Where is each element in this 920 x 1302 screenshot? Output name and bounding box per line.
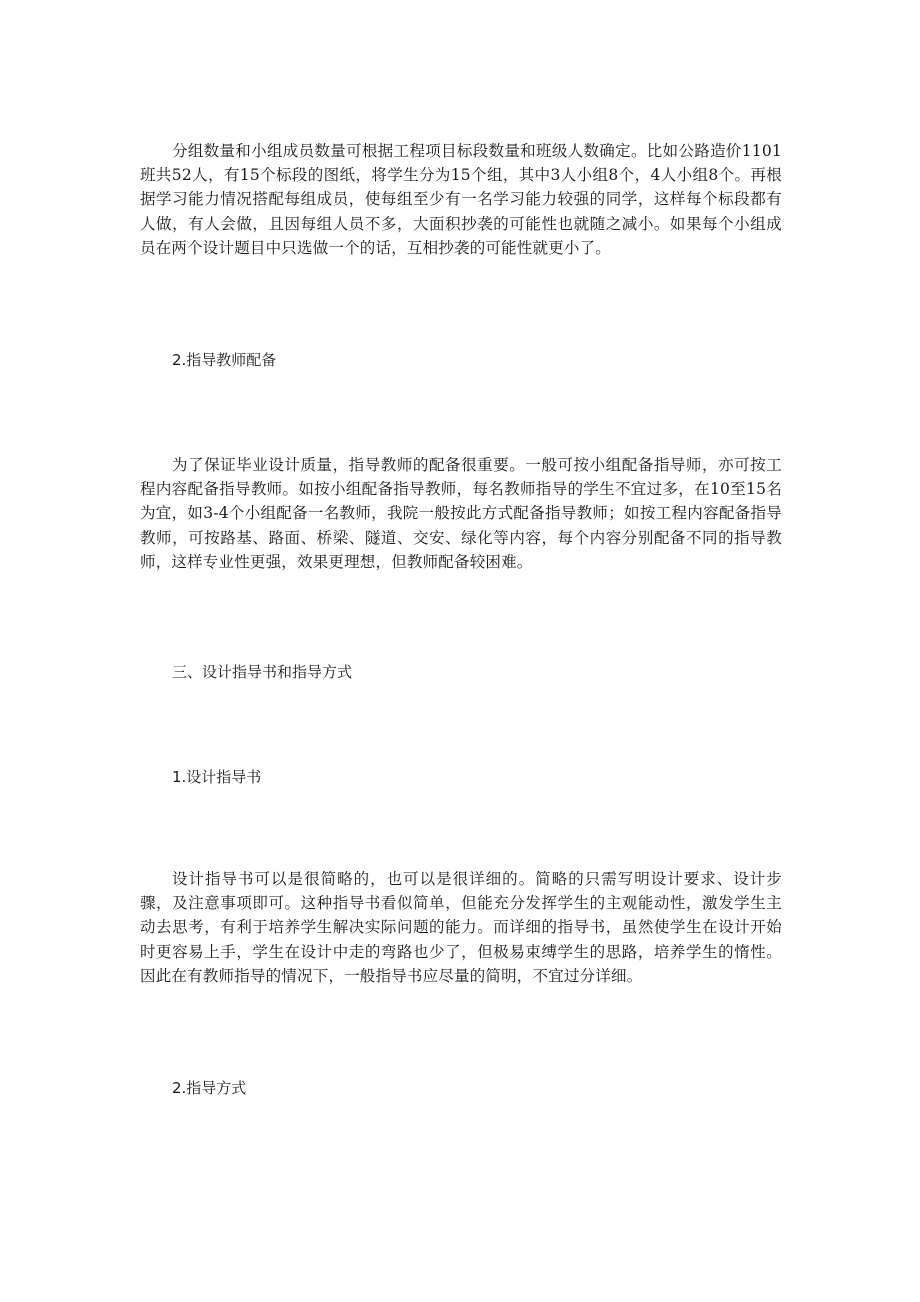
- document-page: [140, 0, 782, 1302]
- body-paragraph-design-guide: 设计指导书可以是很简略的，也可以是很详细的。简略的只需写明设计要求、设计步骤，及注意事项即可。这种指导书看似简单，但能充分发挥学生的主观能动性，激发学生主动去思考，有利于培养学生解决实际问题的能力。而详细的指导书，虽然使学生在设计开始时更容易上手，学生在设计中走的弯路也少了，但极易束缚学生的思路，培养学生的惰性。因此在有教师指导的情况下，一般指导书应尽量的简明，不宜过分详细。: [140, 870, 782, 985]
- body-paragraph-grouping: 分组数量和小组成员数量可根据工程项目标段数量和班级人数确定。比如公路造价1101班共52人，有15个标段的图纸，将学生分为15个组，其中3人小组8个，4人小组8个。再根据学习能力情况搭配每组成员，使每组至少有一名学习能力较强的同学，这样每个标段都有人做，有人会做，且因每组人员不多，大面积抄袭的可能性也就随之减小。如果每个小组成员在两个设计题目中只选做一个的话，互相抄袭的可能性就更小了。: [140, 142, 782, 257]
- section-heading-guidance-method: 2.指导方式: [172, 1079, 247, 1097]
- body-paragraph-teacher-assignment: 为了保证毕业设计质量，指导教师的配备很重要。一般可按小组配备指导师，亦可按工程内容配备指导教师。如按小组配备指导教师，每名教师指导的学生不宜过多，在10至15名为宜，如3-4个小组配备一名教师，我院一般按此方式配备指导教师；如按工程内容配备指导教师，可按路基、路面、桥梁、隧道、交安、绿化等内容，每个内容分别配备不同的指导教师，这样专业性更强，效果更理想，但教师配备较困难。: [140, 456, 782, 571]
- section-heading-design-guide: 1.设计指导书: [172, 768, 262, 786]
- section-heading-guidance: 三、设计指导书和指导方式: [172, 663, 353, 681]
- section-heading-teacher-assignment: 2.指导教师配备: [172, 351, 277, 369]
